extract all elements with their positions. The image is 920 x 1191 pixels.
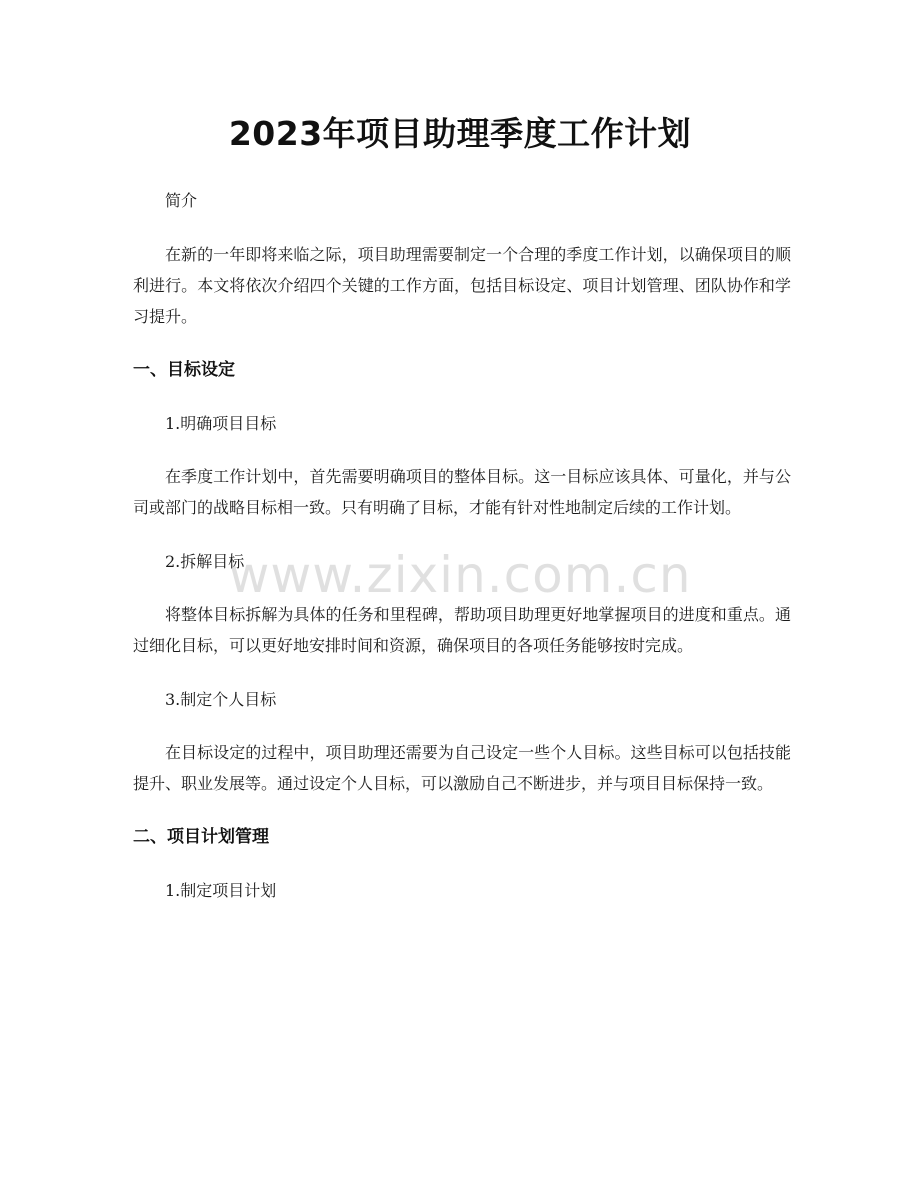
section-heading-goals: 一、目标设定 <box>133 360 235 380</box>
paragraph-break-down-goals: 将整体目标拆解为具体的任务和里程碑，帮助项目助理更好地掌握项目的进度和重点。通过细化目标，可以更好地安排时间和资源，确保项目的各项任务能够按时完成。 <box>133 605 791 655</box>
intro-paragraph: 在新的一年即将来临之际，项目助理需要制定一个合理的季度工作计划，以确保项目的顺利进行。本文将依次介绍四个关键的工作方面，包括目标设定、项目计划管理、团队协作和学习提升。 <box>133 245 791 326</box>
paragraph-clear-goals: 在季度工作计划中，首先需要明确项目的整体目标。这一目标应该具体、可量化，并与公司或部门的战略目标相一致。只有明确了目标，才能有针对性地制定后续的工作计划。 <box>133 467 791 517</box>
paragraph-personal-goals: 在目标设定的过程中，项目助理还需要为自己设定一些个人目标。这些目标可以包括技能提升、职业发展等。通过设定个人目标，可以激励自己不断进步，并与项目目标保持一致。 <box>133 743 791 793</box>
subheading-break-down-goals: 2.拆解目标 <box>165 552 245 571</box>
subheading-clear-goals: 1.明确项目目标 <box>165 414 277 433</box>
subheading-make-plan: 1.制定项目计划 <box>165 881 277 900</box>
document-title: 2023年项目助理季度工作计划 <box>228 114 692 153</box>
intro-label: 简介 <box>165 191 198 210</box>
subheading-personal-goals: 3.制定个人目标 <box>165 690 277 709</box>
section-heading-plan-management: 二、项目计划管理 <box>133 827 269 847</box>
document-body <box>133 185 791 928</box>
watermark-text: www.zixin.com.cn <box>228 546 692 604</box>
